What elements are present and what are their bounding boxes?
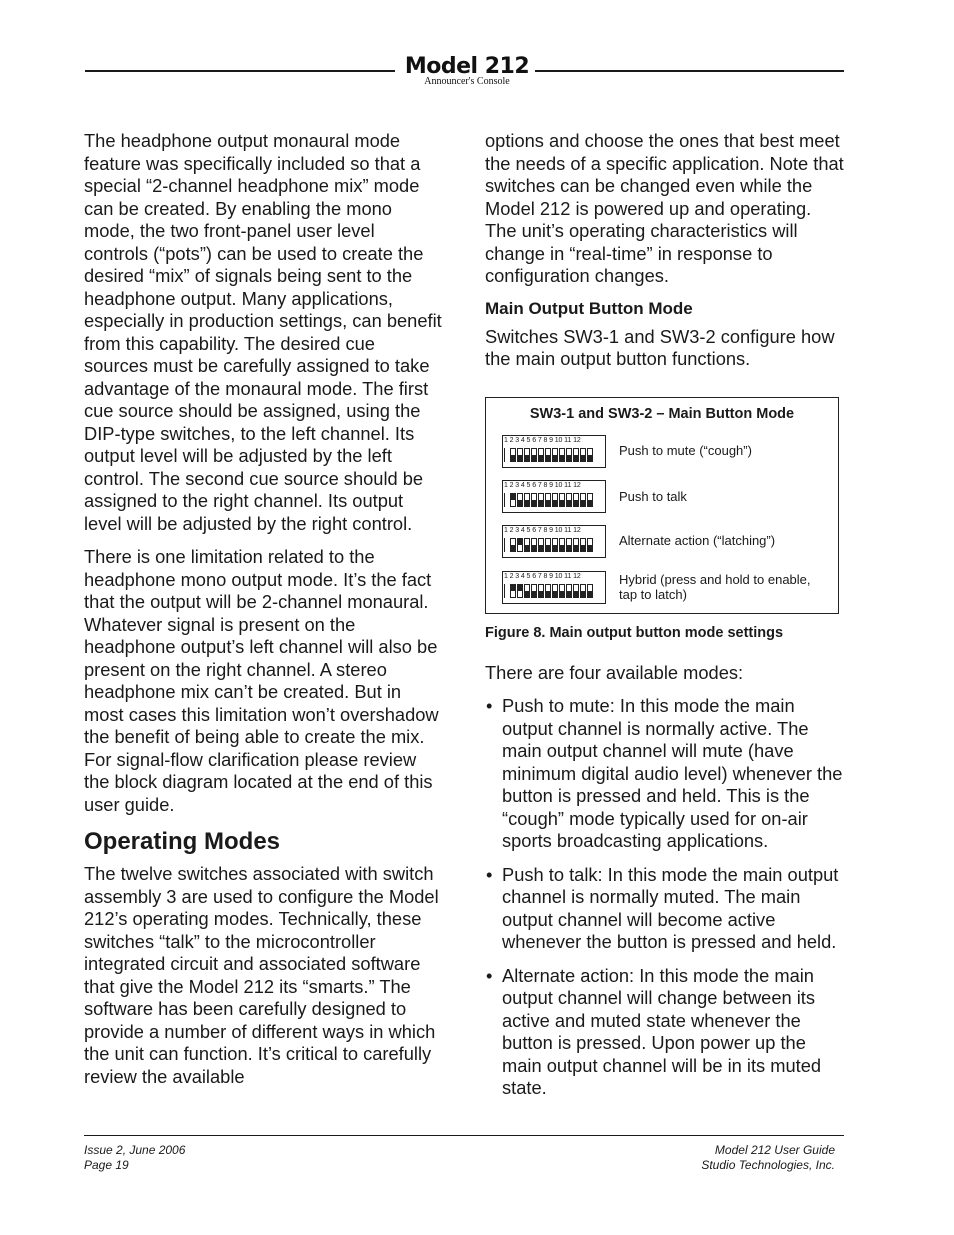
list-item: • Alternate action: In this mode the main output channel will change between its active and muted state whenever the button is pressed. Upon power up the main output channel will be in its muted state.: [485, 965, 845, 1100]
left-column: [84, 130, 442, 1099]
logo-title: Model 212: [404, 54, 530, 79]
switch-1: [510, 538, 516, 552]
list-item: • Push to mute: In this mode the main output channel is normally active. The main output channel will mute (have minimum digital audio level) whenever the button is pressed and held. This is the “cough” mode typically used for on-air sports broadcasting applications.: [485, 695, 845, 853]
figure-caption: Figure 8. Main output button mode settings: [485, 624, 784, 641]
switch-2: [517, 584, 523, 598]
dip-switch-bank: [510, 584, 593, 598]
dip-switch-bank: [510, 448, 593, 462]
footer-page-number: Page 19: [84, 1158, 129, 1172]
mode-label: Hybrid (press and hold to enable, tap to latch): [619, 571, 811, 602]
dip-switch-diagram: [502, 525, 606, 558]
switches-intro-paragraph: Switches SW3-1 and SW3-2 configure how the main output button functions.: [485, 325, 835, 369]
header-rule-left: [85, 70, 395, 72]
switch-1: [510, 448, 516, 462]
footer-guide-title: Model 212 User Guide: [714, 1143, 835, 1157]
modes-intro-paragraph: There are four available modes:: [485, 661, 744, 683]
dip-switch-diagram: [502, 571, 606, 604]
main-output-button-mode-heading: Main Output Button Mode: [485, 298, 693, 318]
dip-switch-diagram: [502, 480, 606, 513]
footer-company: Studio Technologies, Inc.: [701, 1158, 835, 1172]
switch-2: [517, 493, 523, 507]
switch-2: [517, 448, 523, 462]
right-column: [485, 130, 845, 1111]
on-off-marker: [504, 538, 508, 552]
mono-limitation-paragraph: There is one limitation related to the headphone mono output mode. It’s the fact that the output will be 2-channel monaural. Whatever signal is present on the headphone output’s left channel will also be present on the right channel. A stereo headphone mix can’t be created. But in most cases this limitation won’t overshadow the benefit of being able to create the mix. For signal-flow clarification please review the block diagram located at the end of this user guide.: [84, 546, 439, 815]
figure-title: SW3-1 and SW3-2 – Main Button Mode: [529, 405, 795, 422]
dip-switch-bank: [510, 538, 593, 552]
operating-modes-heading: Operating Modes: [84, 828, 281, 855]
dip-switch-numbers: 1 2 3 4 5 6 7 8 9 10 11 12: [504, 436, 581, 444]
switch-2: [517, 538, 523, 552]
on-off-marker: [504, 448, 508, 462]
dip-switch-numbers: 1 2 3 4 5 6 7 8 9 10 11 12: [504, 572, 581, 580]
list-item: • Push to talk: In this mode the main output channel is normally muted. The main output channel will become active whenever the button is pressed and held.: [485, 864, 845, 954]
dip-switch-numbers: 1 2 3 4 5 6 7 8 9 10 11 12: [504, 481, 581, 489]
footer-left: [84, 1143, 185, 1173]
dip-switch-numbers: 1 2 3 4 5 6 7 8 9 10 11 12: [504, 526, 581, 534]
switch-1: [510, 584, 516, 598]
model-212-logo: [404, 55, 530, 87]
continued-paragraph: options and choose the ones that best meet the needs of a specific application. Note that switches can be changed even while the Model 212 is powered up and operating. The unit’s operating characteristics will change in “real-time” in response to configuration changes.: [485, 130, 844, 286]
mode-label: Push to talk: [619, 488, 687, 504]
mode-label: Alternate action (“latching”): [619, 532, 776, 548]
on-off-marker: [504, 493, 508, 507]
switch-settings-figure: [485, 397, 839, 614]
mono-mode-paragraph: The headphone output monaural mode feature was specifically included so that a special “2-channel headphone mix” mode can be created. By enabling the mono mode, the two front-panel user level controls (“pots”) can be used to create the desired “mix” of signals being sent to the headphone output. Many applications, especially in production settings, can benefit from this capability. The desired cue sources must be carefully assigned to take advantage of the monaural mode. The first cue source should be assigned, using the DIP-type switches, to the left channel. Its output level will be adjusted by the left control. The second cue source should be assigned to the right channel. Its output level will be adjusted by the right control.: [84, 130, 442, 534]
dip-switch-bank: [510, 493, 593, 507]
switch-1: [510, 493, 516, 507]
on-off-marker: [504, 584, 508, 598]
mode-label: Push to mute (“cough”): [619, 442, 752, 458]
footer-rule: [84, 1135, 844, 1136]
dip-switch-diagram: [502, 435, 606, 468]
header-rule-right: [535, 70, 844, 72]
footer-right: [701, 1143, 835, 1173]
footer-issue: Issue 2, June 2006: [84, 1143, 186, 1157]
modes-list: [485, 695, 845, 1100]
logo-subtitle: Announcer's Console: [424, 76, 510, 87]
operating-modes-paragraph: The twelve switches associated with switch assembly 3 are used to configure the Model 212’s operating modes. Technically, these switches “talk” to the microcontroller integrated circuit and associated software that give the Model 212 its “smarts.” The software has been carefully designed to provide a number of different ways in which the unit can function. It’s critical to carefully review the available: [84, 863, 439, 1087]
